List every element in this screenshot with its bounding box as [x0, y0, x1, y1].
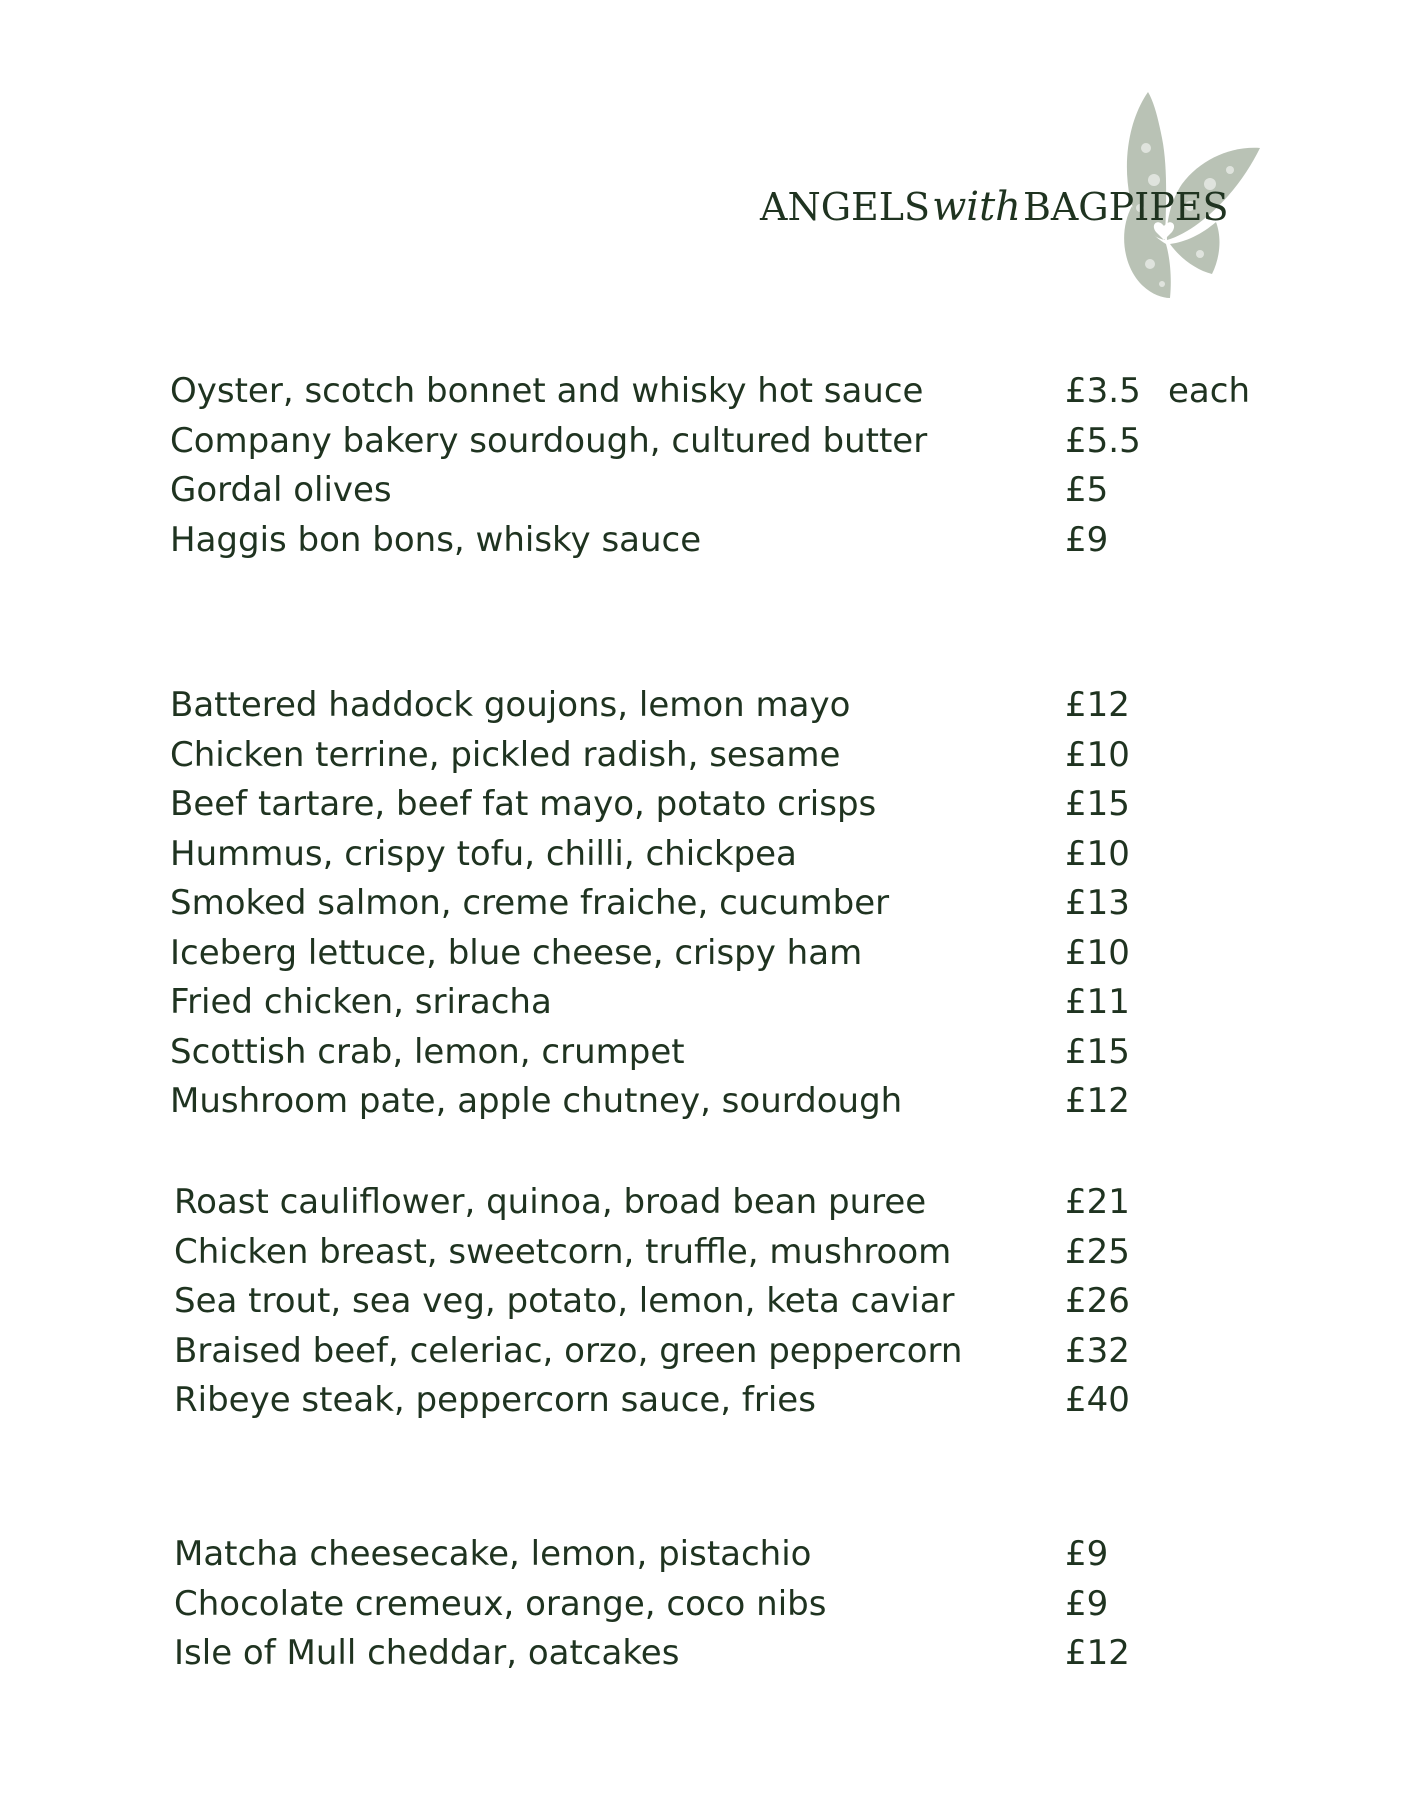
dish-price: £26: [1065, 1281, 1130, 1321]
menu-item: [0, 1077, 1414, 1127]
menu-item: [0, 1376, 1414, 1426]
dish-name: Company bakery sourdough, cultured butter: [170, 420, 928, 461]
dish-price: £40: [1065, 1380, 1130, 1420]
dish-price: £3.5: [1065, 371, 1141, 411]
dish-price: £15: [1065, 1031, 1130, 1072]
menu-item: [0, 417, 1414, 467]
dish-name: Matcha cheesecake, lemon, pistachio: [174, 1534, 812, 1574]
menu-item: [0, 780, 1414, 830]
menu-item: [0, 830, 1414, 880]
brand-word-bagpipes: BAGPIPES: [1022, 185, 1229, 229]
dish-name: Chicken terrine, pickled radish, sesame: [170, 734, 841, 775]
dish-price: £25: [1065, 1231, 1130, 1272]
dish-name: Mushroom pate, apple chutney, sourdough: [170, 1081, 903, 1121]
dish-price: £5.5: [1065, 420, 1141, 461]
brand-name: [760, 184, 1229, 230]
dish-name: Ribeye steak, peppercorn sauce, fries: [174, 1380, 816, 1420]
menu-item: [0, 681, 1414, 731]
dish-name: Haggis bon bons, whisky sauce: [170, 519, 702, 560]
dish-name: Roast cauliflower, quinoa, broad bean puree: [174, 1182, 927, 1222]
menu-item: [0, 1327, 1414, 1377]
menu-item: [0, 1629, 1414, 1679]
menu-section-mains: [0, 1178, 1414, 1426]
menu-section-desserts: [0, 1530, 1414, 1679]
dish-name: Fried chicken, sriracha: [170, 982, 552, 1022]
dish-name: Oyster, scotch bonnet and whisky hot sauce: [170, 371, 924, 411]
menu-item: [0, 466, 1414, 516]
menu-item: [0, 929, 1414, 979]
menu-item: [0, 1178, 1414, 1228]
dish-name: Braised beef, celeriac, orzo, green peppercorn: [174, 1330, 963, 1371]
dish-price: £21: [1065, 1182, 1130, 1222]
menu-item: [0, 1228, 1414, 1278]
dish-price: £15: [1065, 784, 1130, 824]
dish-name: Gordal olives: [170, 470, 392, 510]
dish-price: £32: [1065, 1330, 1130, 1371]
dish-name: Battered haddock goujons, lemon mayo: [170, 685, 851, 725]
brand-word-angels: ANGELS: [760, 185, 931, 229]
dish-name: Hummus, crispy tofu, chilli, chickpea: [170, 833, 797, 874]
dish-price: £9: [1065, 519, 1109, 560]
dish-price: £12: [1065, 685, 1130, 725]
brand-word-with: with: [932, 184, 1021, 230]
dish-name: Scottish crab, lemon, crumpet: [170, 1031, 685, 1072]
menu-section-small-plates: [0, 681, 1414, 1127]
dish-price: £10: [1065, 932, 1130, 973]
dish-name: Smoked salmon, creme fraiche, cucumber: [170, 883, 890, 923]
dish-price: £9: [1065, 1583, 1109, 1624]
menu-item: [0, 978, 1414, 1028]
menu-item: [0, 731, 1414, 781]
menu-section-snacks: [0, 367, 1414, 565]
dish-name: Sea trout, sea veg, potato, lemon, keta caviar: [174, 1281, 955, 1321]
dish-name: Beef tartare, beef fat mayo, potato crisps: [170, 784, 877, 824]
menu-item: [0, 1028, 1414, 1078]
menu-item: [0, 1277, 1414, 1327]
brand-logo: [760, 88, 1280, 308]
dish-price: £5: [1065, 470, 1109, 510]
dish-price: £11: [1065, 982, 1130, 1022]
dish-price: £10: [1065, 734, 1130, 775]
menu-item: [0, 879, 1414, 929]
dish-name: Chicken breast, sweetcorn, truffle, mushroom: [174, 1231, 952, 1272]
menu-item: [0, 1580, 1414, 1630]
menu-item: [0, 367, 1414, 417]
dish-price: £13: [1065, 883, 1130, 923]
price-note: each: [1168, 371, 1250, 411]
dish-price: £9: [1065, 1534, 1109, 1574]
dish-price: £10: [1065, 833, 1130, 874]
dish-name: Iceberg lettuce, blue cheese, crispy ham: [170, 932, 863, 973]
dish-name: Chocolate cremeux, orange, coco nibs: [174, 1583, 827, 1624]
menu-item: [0, 1530, 1414, 1580]
dish-name: Isle of Mull cheddar, oatcakes: [174, 1633, 680, 1673]
dish-price: £12: [1065, 1081, 1130, 1121]
menu-item: [0, 516, 1414, 566]
dish-price: £12: [1065, 1633, 1130, 1673]
